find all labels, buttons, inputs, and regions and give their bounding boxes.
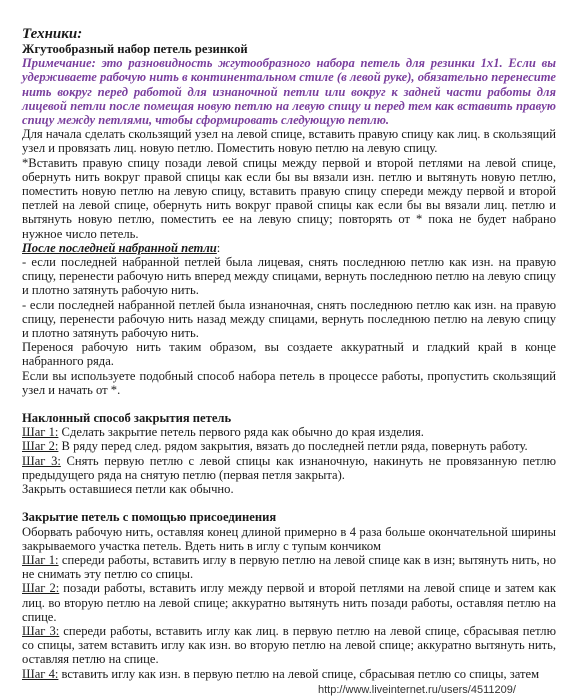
step-label: Шаг 1: [22, 552, 59, 567]
step-label: Шаг 3: [22, 623, 60, 638]
step-label: Шаг 2: [22, 439, 59, 454]
step-item [22, 624, 556, 667]
step-label: Шаг 3: [22, 453, 61, 468]
step-label: Шаг 2: [22, 581, 60, 596]
page-title: Техники: [22, 26, 83, 42]
paragraph-repeat: *Вставить правую спицу позади левой спицы между первой и второй петлями на левой спице, обернуть нить вокруг правой спицы как если бы вы вязали изн. петлю и вытянуть новую петлю, поместить новую петлю на левую спицу, вставить правую спицу спереди между первой и второй петлей на левой спице, обернуть нить вокруг правой спицы как если бы вы вязали лиц. петлю и вытянуть новую петлю, поместить ее на левую спицу; повторять от * пока не будет набрано нужное число петель. [22, 155, 556, 241]
step-item [22, 581, 556, 624]
step-item [22, 439, 556, 453]
subheading-after-last-stitch [22, 241, 556, 255]
step-item [22, 553, 556, 581]
spacer [22, 496, 556, 510]
subheading-colon: : [216, 240, 221, 255]
paragraph-purl-case: - если последней набранной петлей была изнаночная, снять последнюю петлю как изн. на правую спицу, перенести рабочую нить назад между спицами, вернуть последнюю петлю на левую спицу и плотно затянуть рабочую нить. [22, 297, 556, 341]
spacer [22, 397, 556, 411]
step-text: Сделать закрытие петель первого ряда как обычно до края изделия. [58, 425, 424, 440]
step-text: позади работы, вставить иглу между первой и второй петлями на левой спице и затем как лиц. во вторую петлю на левой спице; аккуратно вытянуть нить позади работы, оставляя петлю на спице. [22, 581, 556, 624]
step-text: вставить иглу как изн. в первую петлю на левой спице, сбрасывая петлю со спицы, затем [58, 666, 540, 681]
section-heading-rib-cast-on: Жгутообразный набор петель резинкой [22, 42, 248, 56]
step-text: Снять первую петлю с левой спицы как изнаночную, накинуть не провязанную петлю предыдущего ряда на снятую петлю (первая петля закрыта). [22, 453, 557, 482]
paragraph-start: Для начала сделать скользящий узел на левой спице, вставить правую спицу как лиц. в скользящий узел и провязать лиц. новую петлю. Поместить новую петлю на левую спицу. [22, 127, 556, 156]
step-text: В ряду перед след. рядом закрытия, вязать до последней петли ряда, повернуть работу. [58, 439, 528, 454]
step-item [22, 667, 556, 681]
section-heading-joined-bind-off: Закрытие петель с помощью присоединения [22, 510, 277, 525]
step-text: спереди работы, вставить иглу как лиц. в первую петлю на левой спице, сбрасывая петлю со спицы, затем вставить иглу как изн. во вторую петлю на левой спице; аккуратно вытянуть нить, оставляя петлю на спице. [22, 623, 557, 667]
paragraph-knit-case: - если последней набранной петлей была лицевая, снять последнюю петлю как изн. на правую спицу, перенести рабочую нить вперед между спицами, вернуть последнюю петлю на левую спицу и плотно затянуть рабочую нить. [22, 255, 556, 298]
step-label: Шаг 4: [22, 666, 59, 681]
note-paragraph: Примечание: это разновидность жгутообразного набора петель для резинки 1х1. Если вы удерживаете рабочую нить в континентальном стиле (в левой руке), обязательно перенесите нить вокруг перед работой для изнаночной петли или вокруг к задней части работы для лицевой петли после помещая новую петлю на левую спицу и перед тем как вставить правую спицу между петлями, чтобы сформировать следующую петлю. [22, 56, 556, 128]
step-item [22, 454, 556, 482]
closing-line: Закрыть оставшиеся петли как обычно. [22, 482, 234, 497]
source-url[interactable]: http://www.liveinternet.ru/users/4511209/ [318, 684, 516, 696]
paragraph-edge: Перенося рабочую нить таким образом, вы создаете аккуратный и гладкий край в конце набранного ряда. [22, 340, 556, 369]
step-item [22, 425, 556, 439]
paragraph-skip-knot: Если вы используете подобный способ набора петель в процессе работы, пропустить скользящий узел и начать от *. [22, 368, 556, 397]
subheading-text: После последней набранной петли [22, 240, 217, 255]
step-text: спереди работы, вставить иглу в первую петлю на левой спице как в изн; вытянуть нить, но не снимать эту петлю со спицы. [22, 552, 556, 582]
section-heading-sloped-bind-off: Наклонный способ закрытия петель [22, 411, 232, 426]
step-label: Шаг 1: [22, 425, 59, 440]
document-page [22, 26, 556, 681]
intro-paragraph: Оборвать рабочую нить, оставляя конец длиной примерно в 4 раза больше окончательной ширины закрываемого участка петель. Вдеть нить в иглу с тупым кончиком [22, 524, 556, 553]
